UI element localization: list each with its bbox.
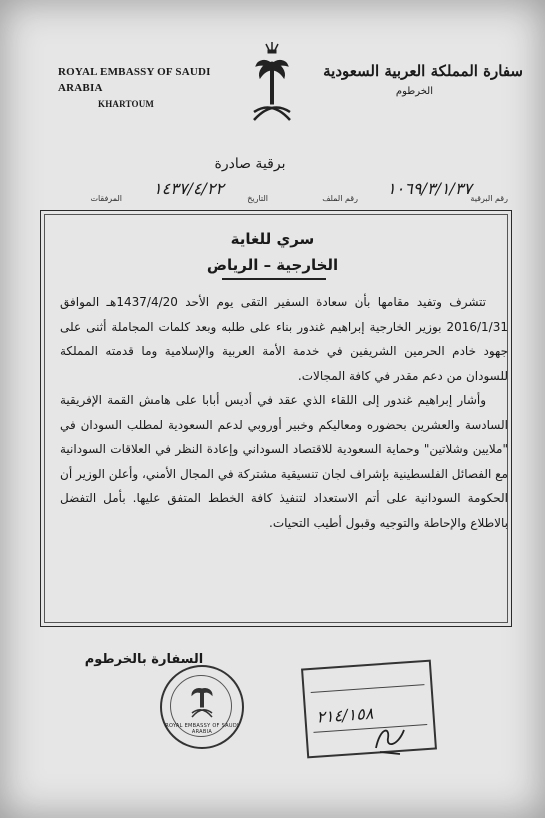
embassy-name-arabic: سفارة المملكة العربية السعودية — [323, 62, 523, 80]
registry-stamp — [301, 660, 437, 759]
reference-row — [28, 176, 508, 208]
seal-emblem-icon — [188, 685, 216, 719]
signature-line: السفارة بالخرطوم — [84, 652, 204, 667]
saudi-emblem-icon — [248, 40, 296, 130]
letter-body — [60, 290, 508, 535]
date-label: التاريخ — [247, 194, 268, 203]
embassy-name-english: ROYAL EMBASSY OF SAUDI ARABIA — [58, 66, 211, 94]
file-number-label: رقم الملف — [322, 194, 358, 203]
embassy-seal — [160, 665, 244, 749]
stamp-number: ٢١٤/١٥٨ — [315, 703, 374, 727]
classification: سري للغاية — [230, 230, 315, 248]
seal-text: ROYAL EMBASSY OF SAUDI ARABIA — [165, 723, 239, 735]
embassy-city-arabic: الخرطوم — [395, 86, 433, 97]
letterhead-arabic — [323, 62, 523, 97]
telegram-number-label: رقم البرقية — [470, 194, 508, 203]
embassy-city-english: KHARTOUM — [98, 99, 155, 109]
body-paragraph-1: تتشرف وتفيد مقامها بأن سعادة السفير التقى يوم الأحد 1437/4/20هـ الموافق 2016/1/31 بوزير الخارجية إبراهيم غندور بناء على طلبه وبعد كلمات المجاملة أثنى على جهود خادم الحرمين الشريفين في خدمة الأمة العربية والإسلامية وما قدمته المملكة للسودان من دعم مقدر في كافة المجالات. — [60, 295, 508, 383]
handwritten-mark-icon — [370, 718, 410, 758]
recipient-underline — [222, 278, 326, 280]
recipient: الخارجية – الرياض — [206, 256, 339, 274]
letterhead-english — [58, 64, 238, 112]
document-type: برقية صادرة — [214, 156, 286, 172]
attachments-label: المرفقات — [90, 194, 122, 203]
telegram-number-value: ١٠٦٩/٣/١/٣٧ — [387, 179, 472, 198]
body-paragraph-2: وأشار إبراهيم غندور إلى اللقاء الذي عقد في أديس أبابا على هامش القمة الإفريقية السادسة والعشرين بحضوره ومعاليكم وخبير أوروبي لدعم السعودية لمطلب السودان في "ملايين وشلاتين" وحماية السعودية للاقتصاد السوداني وإعادة النظر في العلاقات السودانية مع الفصائل الفلسطينية بإشراف لجان تنسيقية مشتركة في المجال الأمني، وأعلن الوزير أن الحكومة السودانية على أتم الاستعداد لتنفيذ كافة الخطط المتفق عليها. بأمل التفضل بالاطلاع والإحاطة والتوجيه وقبول أطيب التحيات. — [60, 393, 508, 530]
date-value: ١٤٣٧/٤/٢٢ — [153, 179, 224, 198]
